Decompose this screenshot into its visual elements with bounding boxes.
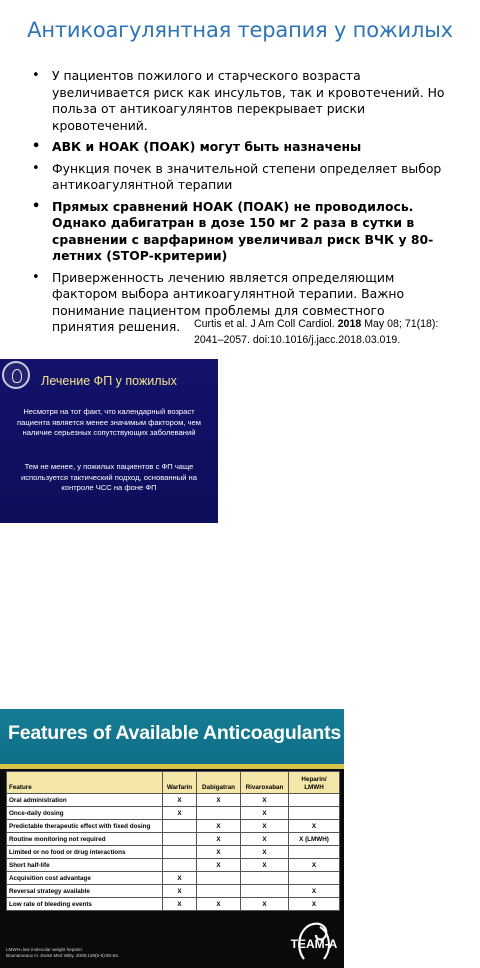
slide1-bullet-list bbox=[32, 68, 450, 341]
mark-cell bbox=[289, 807, 340, 820]
header-divider bbox=[0, 764, 344, 769]
footnote-reference: Bounameaux H. Swiss Med Wkly. 2009;139(5-6):60-64. bbox=[6, 953, 120, 958]
logo-text: TEAM-A bbox=[290, 937, 338, 951]
feature-cell: Short half-life bbox=[7, 859, 163, 872]
mark-cell: X bbox=[163, 872, 197, 885]
table-row bbox=[7, 833, 340, 846]
mark-cell: X bbox=[241, 833, 289, 846]
slide1-title: Антикоагулянтная терапия у пожилых bbox=[27, 18, 453, 42]
mark-cell: X bbox=[197, 859, 241, 872]
table-row bbox=[7, 872, 340, 885]
features-table bbox=[6, 771, 340, 911]
mark-cell: X bbox=[241, 807, 289, 820]
mark-cell: X bbox=[197, 794, 241, 807]
slide-af-treatment-elderly bbox=[0, 359, 218, 523]
mark-cell: X bbox=[163, 794, 197, 807]
mark-cell bbox=[197, 807, 241, 820]
mark-cell: X bbox=[289, 898, 340, 911]
table-header-row bbox=[7, 772, 340, 794]
bullet-item: • Прямых сравнений НОАК (ПОАК) не проводилось. Однако дабигатран в дозе 150 мг 2 раза в сутки в сравнении с варфарином увеличивал риск ВЧК у 80-летних (STOP-критерии) bbox=[32, 199, 450, 265]
citation-year: 2018 bbox=[337, 318, 362, 330]
mark-cell: X bbox=[197, 898, 241, 911]
mark-cell bbox=[163, 846, 197, 859]
feature-cell: Reversal strategy available bbox=[7, 885, 163, 898]
feature-cell: Predictable therapeutic effect with fixed dosing bbox=[7, 820, 163, 833]
mark-cell bbox=[163, 820, 197, 833]
bullet-item: • Приверженность лечению является определяющим фактором выбора антикоагулянтной терапии. Важно понимание пациентом проблемы для совместного принятия решения. bbox=[32, 270, 450, 336]
team-a-logo bbox=[290, 919, 338, 963]
bullet-item: • АВК и НОАК (ПОАК) могут быть назначены bbox=[32, 139, 450, 156]
mark-cell bbox=[163, 859, 197, 872]
mark-cell: X bbox=[241, 859, 289, 872]
mark-cell bbox=[163, 833, 197, 846]
citation-source: Curtis et al. J Am Coll Cardiol. bbox=[194, 318, 335, 330]
table-row bbox=[7, 807, 340, 820]
mark-cell: X bbox=[241, 794, 289, 807]
mark-cell bbox=[241, 885, 289, 898]
column-header: Warfarin bbox=[163, 772, 197, 794]
slide2-title: Лечение ФП у пожилых bbox=[41, 374, 177, 388]
feature-cell: Oral administration bbox=[7, 794, 163, 807]
slide-anticoagulant-features bbox=[0, 709, 344, 968]
feature-cell: Acquisition cost advantage bbox=[7, 872, 163, 885]
mark-cell: X bbox=[241, 898, 289, 911]
slide3-header bbox=[0, 709, 344, 764]
mark-cell bbox=[197, 872, 241, 885]
feature-cell: Low rate of bleeding events bbox=[7, 898, 163, 911]
mark-cell bbox=[289, 846, 340, 859]
slide2-paragraph: Тем не менее, у пожилых пациентов с ФП чаще используется тактический подход, основанный на контроле ЧСС на фоне ФП bbox=[21, 462, 197, 493]
mark-cell: X bbox=[163, 898, 197, 911]
feature-cell: Routine monitoring not required bbox=[7, 833, 163, 846]
citation bbox=[194, 316, 464, 348]
mark-cell bbox=[241, 872, 289, 885]
mark-cell: X bbox=[197, 833, 241, 846]
mark-cell bbox=[289, 794, 340, 807]
feature-cell: Limited or no food or drug interactions bbox=[7, 846, 163, 859]
column-header: Rivaroxaban bbox=[241, 772, 289, 794]
citation-details: May 08; 71(18): 2041–2057. doi:10.1016/j.jacc.2018.03.019. bbox=[194, 318, 439, 346]
slide2-paragraph: Несмотря на тот факт, что календарный возраст пациента является менее значимым фактором, чем наличие серьезных сопутствующих заболеваний bbox=[17, 407, 201, 438]
mark-cell: X bbox=[241, 820, 289, 833]
table-row bbox=[7, 859, 340, 872]
mark-cell: X bbox=[163, 885, 197, 898]
table-row bbox=[7, 820, 340, 833]
mark-cell: X bbox=[197, 820, 241, 833]
mark-cell: X bbox=[197, 846, 241, 859]
slide3-footnotes bbox=[6, 947, 119, 959]
footnote-abbreviation: LMWH=low molecular weight heparin bbox=[6, 947, 82, 952]
mark-cell: X (LMWH) bbox=[289, 833, 340, 846]
table-row bbox=[7, 885, 340, 898]
table-row bbox=[7, 846, 340, 859]
mark-cell: X bbox=[289, 885, 340, 898]
table-row bbox=[7, 794, 340, 807]
slide-anticoagulation-elderly bbox=[0, 0, 480, 355]
mark-cell bbox=[289, 872, 340, 885]
bullet-item: • Функция почек в значительной степени определяет выбор антикоагулянтной терапии bbox=[32, 161, 450, 194]
mark-cell: X bbox=[241, 846, 289, 859]
column-header: Dabigatran bbox=[197, 772, 241, 794]
mark-cell: X bbox=[289, 859, 340, 872]
table-row bbox=[7, 898, 340, 911]
mark-cell bbox=[197, 885, 241, 898]
bullet-item: • У пациентов пожилого и старческого возраста увеличивается риск как инсультов, так и кровотечений. Но польза от антикоагулянтов перекрывает риски кровотечений. bbox=[32, 68, 450, 134]
slide3-title: Features of Available Anticoagulants bbox=[8, 722, 342, 744]
mark-cell: X bbox=[289, 820, 340, 833]
column-header: Feature bbox=[7, 772, 163, 794]
feature-cell: Once-daily dosing bbox=[7, 807, 163, 820]
column-header: Heparin/ LMWH bbox=[289, 772, 340, 794]
mark-cell: X bbox=[163, 807, 197, 820]
